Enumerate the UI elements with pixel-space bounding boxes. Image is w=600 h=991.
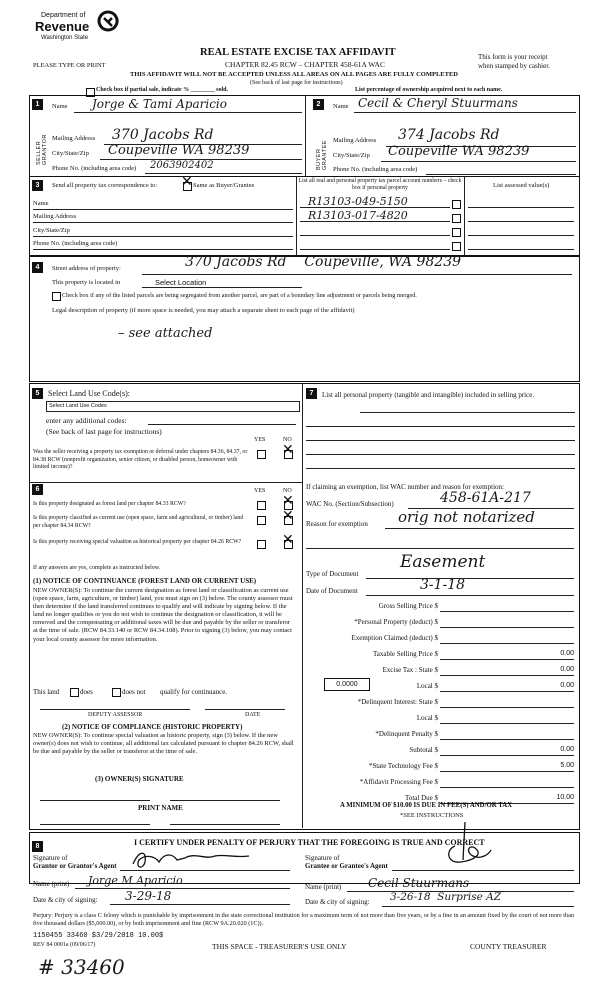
grantee-name-label: Name (print) (305, 883, 342, 891)
grantor-name-label: Name (print) (33, 880, 70, 888)
doc-date-field[interactable]: 3-1-18 (420, 577, 466, 593)
parcel-1-personal-checkbox[interactable] (452, 200, 461, 209)
same-as-buyer-label: Same as Buyer/Grantee (193, 182, 255, 189)
section-5-number: 5 (32, 388, 43, 399)
location-label: This property is located in (52, 279, 121, 286)
parcel-2-field[interactable]: R13103-017-4820 (308, 209, 408, 222)
form-title: REAL ESTATE EXCISE TAX AFFIDAVIT (200, 47, 396, 58)
grantee-name-field[interactable]: Cecil Stuurmans (368, 876, 470, 890)
fee-row (306, 632, 576, 646)
buyer-mailing-label: Mailing Address (333, 137, 377, 144)
no-header-6: NO (283, 488, 292, 494)
buyer-name-field[interactable]: Cecil & Cheryl Stuurmans (358, 96, 518, 110)
if-yes-note: If any answers are yes, complete as instructed below. (33, 565, 161, 571)
exemption-no-check-mark: ✕ (282, 443, 294, 458)
send-correspondence-label: Send all property tax correspondence to: (52, 182, 158, 189)
buyer-grantee-side-label: BUYER GRANTEE (316, 139, 328, 170)
fee-row (306, 744, 576, 758)
dept-line3: Washington State (41, 35, 89, 41)
seller-city-field[interactable]: Coupeville WA 98239 (108, 143, 250, 158)
corr-mailing-label: Mailing Address (33, 213, 77, 220)
same-as-buyer-check-mark: ✕ (181, 175, 193, 190)
corr-phone-label: Phone No. (including area code) (33, 240, 118, 247)
reason-label: Reason for exemption (306, 520, 368, 528)
see-instructions-note: *SEE INSTRUCTIONS (400, 812, 464, 819)
print-name-label: PRINT NAME (138, 804, 183, 812)
section-8-number: 8 (32, 841, 43, 852)
fee-row (306, 728, 576, 742)
personal-property-label: List all personal property (tangible and intangible) included in selling price. (322, 391, 535, 399)
grantee-date-label: Date & city of signing: (305, 898, 370, 906)
grantor-sig-label-1: Signature of (33, 854, 68, 862)
fee-row-label: Gross Selling Price $ (378, 602, 438, 610)
fee-row-value[interactable]: 5.00 (560, 762, 574, 769)
grantor-sig-label-2: Grantor or Grantor's Agent (33, 862, 117, 870)
grantee-sig-label-1: Signature of (305, 854, 340, 862)
qualify-label: qualify for continuance. (160, 688, 228, 696)
receipt-note-2: when stamped by cashier. (478, 62, 550, 70)
parcel-1-field[interactable]: R13103-049-5150 (308, 195, 408, 208)
form-warning: THIS AFFIDAVIT WILL NOT BE ACCEPTED UNLESS ALL AREAS ON ALL PAGES ARE FULLY COMPLETED (130, 71, 458, 78)
fee-row-label: Local $ (416, 714, 438, 722)
yes-header-5: YES (254, 437, 266, 443)
grantee-sig-label-2: Grantee or Grantee's Agent (305, 862, 388, 870)
parcel-2-personal-checkbox[interactable] (452, 214, 461, 223)
fee-row (306, 696, 576, 710)
fee-row (306, 680, 576, 694)
fee-row (306, 712, 576, 726)
buyer-city-field[interactable]: Coupeville WA 98239 (388, 144, 530, 159)
parcel-header: List all real and personal property tax parcel account numbers – check box if personal property (298, 178, 462, 191)
grantor-date-field[interactable]: 3-29-18 (125, 889, 172, 903)
street-address-label: Street address of property: (52, 265, 121, 272)
seller-name-field[interactable]: Jorge & Tami Aparicio (92, 97, 227, 111)
forest-land-question: Is this property designated as forest land per chapter 84.33 RCW? (33, 501, 186, 507)
location-select[interactable]: Select Location (155, 278, 207, 287)
seller-phone-label: Phone No. (including area code) (52, 165, 137, 172)
legal-description-field[interactable]: – see attached (118, 326, 213, 341)
doc-date-label: Date of Document (306, 587, 358, 595)
fee-row-label: Taxable Selling Price $ (372, 650, 438, 658)
buyer-mailing-field[interactable]: 374 Jacobs Rd (398, 127, 500, 143)
fee-row (306, 760, 576, 774)
certify-statement: I CERTIFY UNDER PENALTY OF PERJURY THAT THE FOREGOING IS TRUE AND CORRECT (134, 838, 485, 847)
land-use-label: Select Land Use Code(s): (48, 389, 130, 398)
section-2-number: 2 (313, 99, 324, 110)
section-3-number: 3 (32, 180, 43, 191)
fee-row (306, 776, 576, 790)
instructions-note: (See back of last page for instructions) (250, 80, 343, 86)
fee-row-label: *Delinquent Interest: State $ (357, 698, 438, 706)
grantor-date-label: Date & city of signing: (33, 896, 98, 904)
does-not-label: does not (122, 688, 146, 696)
fee-row-label: *State Technology Fee $ (368, 762, 438, 770)
section-7-number: 7 (306, 388, 317, 399)
fee-row-value[interactable]: 0.00 (560, 682, 574, 689)
seller-mailing-label: Mailing Address (52, 135, 96, 142)
section-1-number: 1 (32, 99, 43, 110)
does-not-qualify-checkbox[interactable] (112, 688, 121, 697)
fee-row-label: *Affidavit Processing Fee $ (359, 778, 438, 786)
partial-sale-label: Check box if partial sale, indicate % ________ sold. (96, 87, 229, 93)
legal-description-label: Legal description of property (if more space is needed, you may attach a separate sheet to each page of the affidavit) (52, 307, 355, 314)
historic-yes-checkbox[interactable] (257, 540, 266, 549)
doc-type-label: Type of Document (306, 570, 359, 578)
exemption-yes-checkbox[interactable] (257, 450, 266, 459)
exemption-question: Was the seller receiving a property tax exemption or deferral under chapters 84.36, 84.37, or 84.38 RCW (nonprofit organization, senior citizen, or disabled person, homeowner with limited income)? (33, 449, 248, 470)
fee-row-label: Total Due $ (405, 794, 438, 802)
see-back-label: (See back of last page for instructions) (46, 427, 162, 436)
yes-header-6: YES (254, 488, 266, 494)
forest-yes-checkbox[interactable] (257, 501, 266, 510)
historic-question: Is this property receiving special valuation as historical property per chapter 84.26 RCW? (33, 539, 242, 545)
form-chapter: CHAPTER 82.45 RCW – CHAPTER 458-61A WAC (225, 60, 385, 69)
segregated-checkbox[interactable] (52, 292, 61, 301)
does-qualify-checkbox[interactable] (70, 688, 79, 697)
receipt-note-1: This form is your receipt (478, 53, 548, 61)
dept-line2: Revenue (35, 19, 90, 34)
minimum-due-note: A MINIMUM OF $10.00 IS DUE IN FEE(S) AND/OR TAX (340, 802, 513, 809)
revision-label: REV 84 0001a (09/06/17) (33, 942, 96, 948)
fee-row-label: Subtotal $ (409, 746, 438, 754)
segregated-label: Check box if any of the listed parcels are being segregated from another parcel, are part of a boundary line adjustment or parcels being merged. (62, 292, 417, 299)
dept-line1: Department of (41, 12, 86, 19)
parcel-4-personal-checkbox[interactable] (452, 242, 461, 251)
fee-row (306, 664, 576, 678)
fee-row (306, 616, 576, 630)
historic-no-check-mark: ✕ (282, 533, 294, 548)
current-use-yes-checkbox[interactable] (257, 516, 266, 525)
fee-row-value[interactable]: 0.00 (560, 650, 574, 657)
assessed-value-header: List assessed value(s) (493, 182, 550, 189)
wac-label: WAC No. (Section/Subsection) (306, 500, 394, 508)
fee-row-label: Local $ (416, 682, 438, 690)
assessor-date-label: DATE (245, 712, 261, 718)
buyer-phone-label: Phone No. (including area code) (333, 166, 418, 173)
buyer-city-label: City/State/Zip (333, 152, 370, 159)
handwritten-number: # 33460 (38, 955, 125, 979)
claiming-exemption-label: If claiming an exemption, list WAC number and reason for exemption: (306, 483, 504, 491)
owner-signature-label: (3) OWNER(S) SIGNATURE (95, 775, 184, 783)
additional-codes-label: enter any additional codes: (46, 416, 127, 425)
fee-row-value[interactable]: 10.00 (556, 794, 574, 801)
forest-no-check-mark: ✕ (282, 494, 294, 509)
notice-compliance-title: (2) NOTICE OF COMPLIANCE (HISTORIC PROPERTY) (62, 723, 243, 731)
revenue-logo-icon (97, 10, 119, 36)
county-treasurer-label: COUNTY TREASURER (470, 942, 547, 951)
fee-row-value[interactable]: 0.00 (560, 746, 574, 753)
corr-city-label: City/State/Zip (33, 227, 70, 234)
fee-row-label: *Personal Property (deduct) $ (354, 618, 438, 626)
grantee-signature[interactable] (435, 820, 495, 872)
seller-grantor-side-label: SELLER GRANTOR (36, 134, 48, 165)
fee-row (306, 600, 576, 614)
reason-field[interactable]: orig not notarized (398, 508, 535, 526)
seller-phone-field[interactable]: 2063902402 (150, 160, 214, 171)
treasurer-space-label: THIS SPACE - TREASURER'S USE ONLY (212, 942, 347, 951)
fee-row-label: Exemption Claimed (deduct) $ (351, 634, 438, 642)
fee-row (306, 648, 576, 662)
grantor-name-field[interactable]: Jorge M Aparicio (88, 874, 183, 887)
section-6-number: 6 (32, 484, 43, 495)
cashier-stamp: 1150455 33460 $3/29/2018 10.00$ (33, 932, 164, 940)
fee-row-label: *Delinquent Penalty $ (375, 730, 438, 738)
section-4-number: 4 (32, 262, 43, 273)
no-header-5: NO (283, 437, 292, 443)
this-land-label: This land (33, 688, 60, 696)
deputy-assessor-label: DEPUTY ASSESSOR (88, 712, 143, 718)
grantee-date-field[interactable]: 3-26-18 Surprise AZ (390, 891, 502, 903)
land-use-select[interactable]: Select Land Use Codes (46, 401, 300, 412)
revenue-logo (35, 10, 135, 52)
current-use-no-check-mark: ✕ (282, 509, 294, 524)
seller-city-label: City/State/Zip (52, 150, 89, 157)
notice-continuance-body: NEW OWNER(S): To continue the current designation as forest land or classification as current use (open space, farm, agriculture, or timber) land, you must sign on (3) below. The county assessor must then determine if the land transferred continues to qualify and will indicate by signing below. If the land no longer qualifies or you do not wish to continue the designation or classification, it will be removed and the compensating or additional taxes will be due and payable by the seller or transferor at the time of sale. (RCW 84.33.140 or RCW 84.34.108). Prior to signing (3) below, you may contact your local county assessor for more information. (33, 587, 293, 643)
seller-mailing-field[interactable]: 370 Jacobs Rd (112, 127, 214, 143)
notice-compliance-body: NEW OWNER(S): To continue special valuation as historic property, sign (3) below. If the new owner(s) does not wish to continue, all additional tax calculated pursuant to chapter 84.26 RCW, shall be due and payable by the seller or transferor at the time of sale. (33, 732, 294, 755)
street-address-field[interactable]: 370 Jacobs Rd Coupeville, WA 98239 (185, 254, 462, 270)
fee-row-label: Excise Tax : State $ (382, 666, 438, 674)
buyer-name-label: Name (333, 103, 349, 110)
grantor-signature[interactable] (125, 846, 265, 872)
perjury-statement: Perjury: Perjury is a class C felony which is punishable by imprisonment in the state correctional institution for a maximum term of not more than five years, or by a fine in an amount fixed by the court of not more than five thousand dollars ($5,000.00), or by both imprisonment and fine (RCW 9A.20.020 (1C)). (33, 912, 574, 927)
current-use-question: Is this property classified as current use (open space, farm and agricultural, or timber) land per chapter 84.34 RCW? (33, 515, 244, 529)
list-percentage-label: List percentage of ownership acquired next to each name. (355, 87, 503, 93)
corr-name-label: Name (33, 200, 49, 207)
notice-continuance-title: (1) NOTICE OF CONTINUANCE (FOREST LAND OR CURRENT USE) (33, 577, 257, 585)
local-rate-box[interactable]: 0.0000 (324, 678, 370, 691)
seller-name-label: Name (52, 103, 68, 110)
doc-type-field[interactable]: Easement (400, 552, 486, 572)
wac-field[interactable]: 458-61A-217 (440, 490, 531, 506)
fee-row-value[interactable]: 0.00 (560, 666, 574, 673)
type-or-print: PLEASE TYPE OR PRINT (33, 62, 106, 69)
does-label: does (80, 688, 93, 696)
parcel-3-personal-checkbox[interactable] (452, 228, 461, 237)
